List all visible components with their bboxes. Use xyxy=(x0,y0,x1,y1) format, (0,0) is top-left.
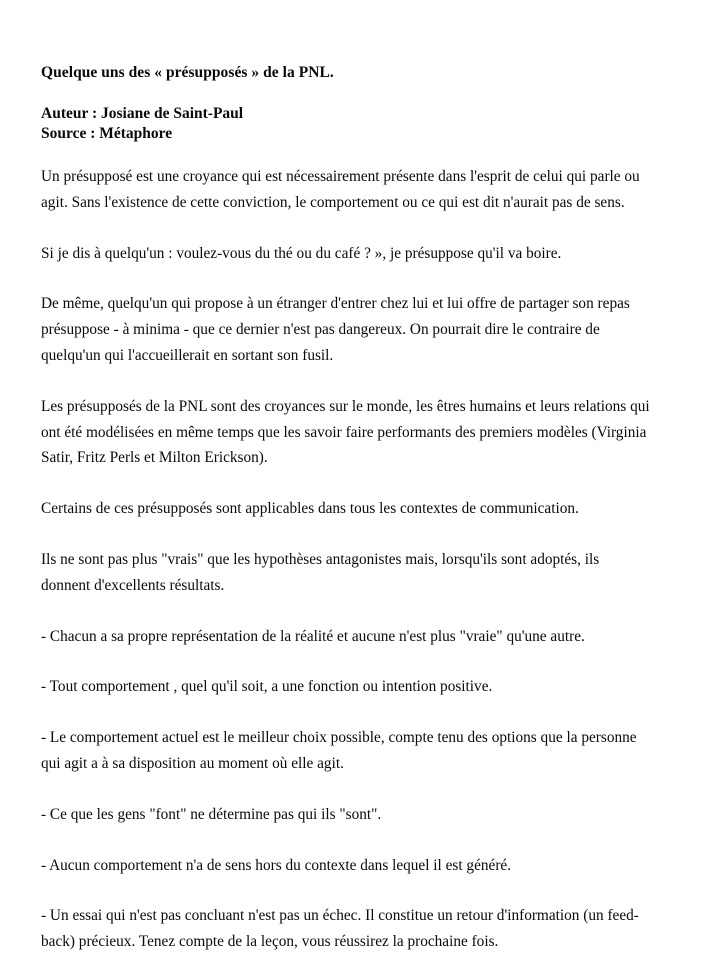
metadata-source: Source : Métaphore xyxy=(41,125,173,142)
list-item: - Ce que les gens "font" ne détermine pas qui ils "sont". xyxy=(41,805,382,823)
list-item: - Aucun comportement n'a de sens hors du contexte dans lequel il est généré. xyxy=(41,856,512,874)
body-paragraph: Ils ne sont pas plus "vrais" que les hypothèses antagonistes mais, lorsqu'ils sont adoptés, ils donnent d'excellents résultats. xyxy=(41,550,600,594)
document-body xyxy=(41,164,652,955)
list-item: - Tout comportement , quel qu'il soit, a une fonction ou intention positive. xyxy=(41,678,493,696)
body-paragraph: Un présupposé est une croyance qui est nécessairement présente dans l'esprit de celui qui parle ou agit. Sans l'existence de cette conviction, le comportement ou ce qui est dit n'aurait pas de sens. xyxy=(41,168,640,211)
body-paragraph: Si je dis à quelqu'un : voulez-vous du thé ou du café ? », je présuppose qu'il va boire. xyxy=(41,244,562,262)
list-item: - Chacun a sa propre représentation de la réalité et aucune n'est plus "vraie" qu'une autre. xyxy=(41,627,585,645)
document-metadata xyxy=(41,104,652,144)
list-item: - Un essai qui n'est pas concluant n'est pas un échec. Il constitue un retour d'information (un feed-back) précieux. Tenez compte de la leçon, vous réussirez la prochaine fois. xyxy=(41,907,639,951)
page-title: Quelque uns des « présupposés » de la PNL. xyxy=(41,64,334,81)
body-paragraph: Les présupposés de la PNL sont des croyances sur le monde, les êtres humains et leurs relations qui ont été modélisées en même temps que les savoir faire performants des premiers modèles (Virginia Satir, Fritz Perls et Milton Erickson). xyxy=(41,397,650,467)
body-paragraph: De même, quelqu'un qui propose à un étranger d'entrer chez lui et lui offre de partager son repas présuppose - à minima - que ce dernier n'est pas dangereux. On pourrait dire le contraire de quelqu'un qui l'accueillerait en sortant son fusil. xyxy=(41,295,630,364)
list-item: - Le comportement actuel est le meilleur choix possible, compte tenu des options que la personne qui agit a à sa disposition au moment où elle agit. xyxy=(41,729,637,772)
body-paragraph: Certains de ces présupposés sont applicables dans tous les contextes de communication. xyxy=(41,500,579,518)
metadata-author: Auteur : Josiane de Saint-Paul xyxy=(41,105,244,122)
